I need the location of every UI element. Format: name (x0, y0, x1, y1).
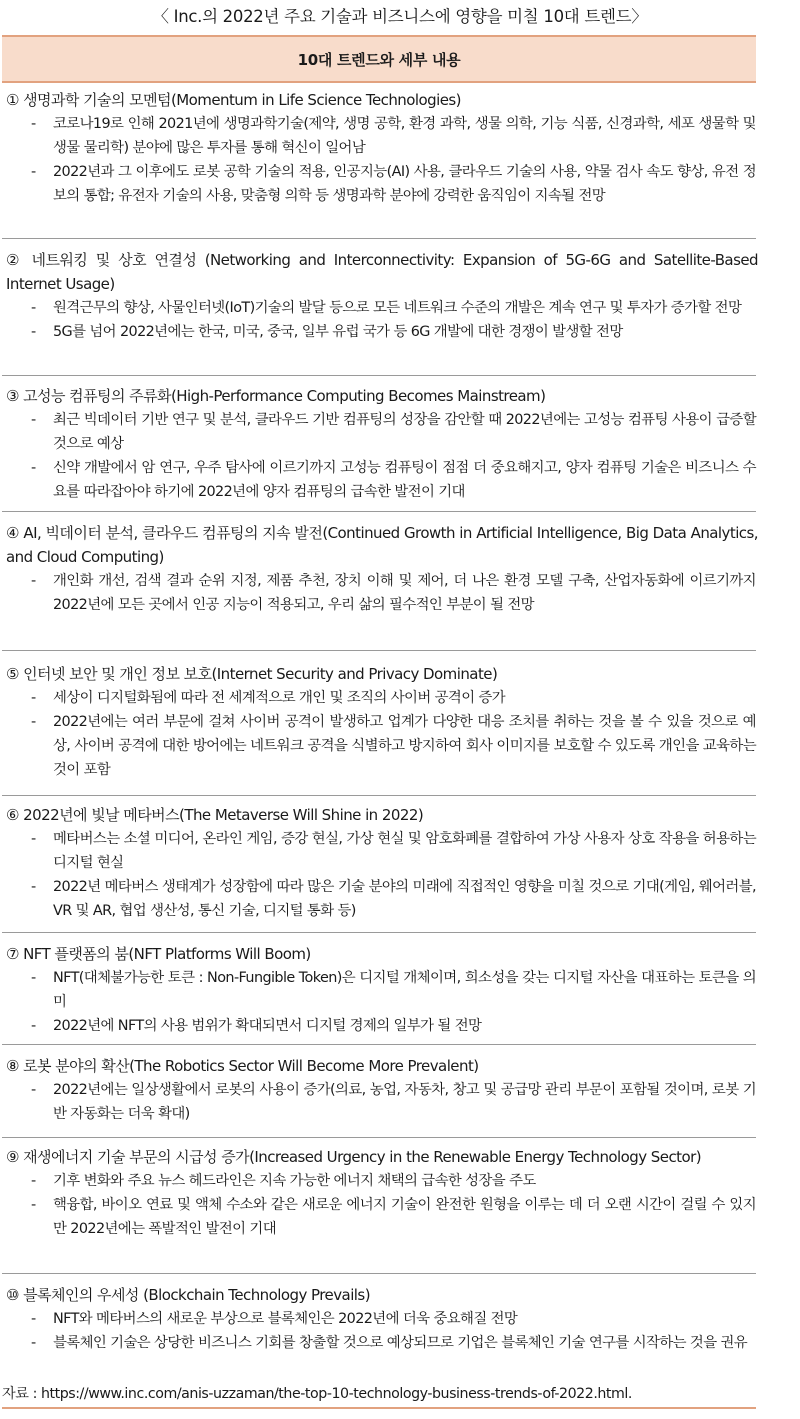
section-divider (2, 932, 756, 933)
table-header-label: 10대 트렌드와 세부 내용 (297, 50, 461, 69)
bullet-dash: - (31, 573, 36, 589)
trend-detail (6, 966, 758, 1014)
trend-detail-text: 코로나19로 인해 2021년에 생명과학기술(제약, 생명 공학, 환경 과학, 생물 의학, 기능 식품, 신경과학, 세포 생물학 및 생물 물리학) 분야에 많은 투자를 통해 혁신이 일어남 (53, 116, 756, 156)
bullet-dash: - (31, 1335, 36, 1351)
bullet-dash: - (31, 164, 36, 180)
trend-item-6 (6, 803, 758, 923)
section-divider (2, 511, 756, 512)
bullet-dash: - (31, 1197, 36, 1213)
trend-title: ② 네트워킹 및 상호 연결성 (Networking and Interconnectivity: Expansion of 5G-6G and Satellite-Based Internet Usage) (6, 251, 758, 293)
trend-item-5 (6, 662, 758, 782)
trend-detail-text: 핵융합, 바이오 연료 및 액체 수소와 같은 새로운 에너지 기술이 완전한 원형을 이루는 데 더 오랜 시간이 걸릴 수 있지만 2022년에는 폭발적인 발전이 기대 (53, 1197, 756, 1237)
trend-detail-text: 최근 빅데이터 기반 연구 및 분석, 클라우드 기반 컴퓨팅의 성장을 감안할 때 2022년에는 고성능 컴퓨팅 사용이 급증할 것으로 예상 (53, 412, 756, 452)
trend-detail (6, 710, 758, 782)
trend-detail (6, 686, 758, 710)
section-divider (2, 1044, 756, 1045)
trend-detail (6, 1193, 758, 1241)
trend-detail-text: 메타버스는 소셜 미디어, 온라인 게임, 증강 현실, 가상 현실 및 암호화폐를 결합하여 가상 사용자 상호 작용을 허용하는 디지털 현실 (53, 831, 756, 871)
trend-detail-text: 세상이 디지털화됨에 따라 전 세계적으로 개인 및 조직의 사이버 공격이 증가 (53, 690, 506, 706)
trend-detail (6, 296, 758, 320)
trend-item-10 (6, 1283, 758, 1355)
bullet-dash: - (31, 460, 36, 476)
source-citation: 자료 : https://www.inc.com/anis-uzzaman/the-top-10-technology-business-trends-of-2022.html. (2, 1386, 632, 1402)
section-divider (2, 650, 756, 651)
section-divider (2, 795, 756, 796)
trend-detail-text: 2022년에는 여러 부문에 걸쳐 사이버 공격이 발생하고 업계가 다양한 대응 조치를 취하는 것을 볼 수 있을 것으로 예상, 사이버 공격에 대한 방어에는 네트워크 공격을 식별하고 방지하여 회사 이미지를 보호할 수 있도록 개인을 교육하는 것이 포함 (53, 714, 756, 778)
trend-title: ③ 고성능 컴퓨팅의 주류화(High-Performance Computing Becomes Mainstream) (6, 387, 546, 405)
bullet-dash: - (31, 1082, 36, 1098)
trend-item-4 (6, 521, 758, 617)
trend-detail-text: NFT(대체불가능한 토큰 : Non-Fungible Token)은 디지털 개체이며, 희소성을 갖는 디지털 자산을 대표하는 토큰을 의미 (53, 970, 756, 1010)
trend-item-3 (6, 384, 758, 504)
trend-item-7 (6, 942, 758, 1038)
trend-detail (6, 1014, 758, 1038)
trend-detail-text: 2022년 메타버스 생태계가 성장함에 따라 많은 기술 분야의 미래에 직접적인 영향을 미칠 것으로 기대(게임, 웨어러블, VR 및 AR, 협업 생산성, 통신 기술, 디지털 통화 등) (53, 879, 756, 919)
trend-detail-text: 5G를 넘어 2022년에는 한국, 미국, 중국, 일부 유럽 국가 등 6G 개발에 대한 경쟁이 발생할 전망 (53, 324, 623, 340)
trend-detail (6, 1331, 758, 1355)
trend-detail-text: 2022년에는 일상생활에서 로봇의 사용이 증가(의료, 농업, 자동차, 창고 및 공급망 관리 부문이 포함될 것이며, 로봇 기반 자동화는 더욱 확대) (53, 1082, 756, 1122)
trend-title: ④ AI, 빅데이터 분석, 클라우드 컴퓨팅의 지속 발전(Continued Growth in Artificial Intelligence, Big Data Analytics, and Cloud Computing) (6, 524, 758, 566)
trend-title: ⑤ 인터넷 보안 및 개인 정보 보호(Internet Security and Privacy Dominate) (6, 665, 498, 683)
bullet-dash: - (31, 970, 36, 986)
trend-detail (6, 408, 758, 456)
bullet-dash: - (31, 116, 36, 132)
trend-detail (6, 112, 758, 160)
trend-item-2 (6, 248, 758, 344)
trend-detail (6, 827, 758, 875)
trend-detail-text: 2022년에 NFT의 사용 범위가 확대되면서 디지털 경제의 일부가 될 전망 (53, 1018, 482, 1034)
trend-detail-text: NFT와 메타버스의 새로운 부상으로 블록체인은 2022년에 더욱 중요해질 전망 (53, 1311, 518, 1327)
bullet-dash: - (31, 412, 36, 428)
trend-detail-text: 신약 개발에서 암 연구, 우주 탐사에 이르기까지 고성능 컴퓨팅이 점점 더 중요해지고, 양자 컴퓨팅 기술은 비즈니스 수요를 따라잡아야 하기에 2022년에 양자 컴퓨팅의 급속한 발전이 기대 (53, 460, 756, 500)
bullet-dash: - (31, 1311, 36, 1327)
table-header (2, 35, 756, 83)
trend-title: ⑩ 블록체인의 우세성 (Blockchain Technology Prevails) (6, 1286, 370, 1304)
bullet-dash: - (31, 879, 36, 895)
bullet-dash: - (31, 1018, 36, 1034)
trend-title: ⑨ 재생에너지 기술 부문의 시급성 증가(Increased Urgency in the Renewable Energy Technology Sector) (6, 1148, 702, 1166)
trend-detail-text: 기후 변화와 주요 뉴스 헤드라인은 지속 가능한 에너지 채택의 급속한 성장을 주도 (53, 1173, 536, 1189)
trend-detail (6, 875, 758, 923)
trend-detail (6, 1078, 758, 1126)
bullet-dash: - (31, 831, 36, 847)
trend-detail-text: 2022년과 그 이후에도 로봇 공학 기술의 적용, 인공지능(AI) 사용, 클라우드 기술의 사용, 약물 검사 속도 향상, 유전 정보의 통합; 유전자 기술의 사용, 맞춤형 의학 등 생명과학 분야에 강력한 움직임이 지속될 전망 (53, 164, 756, 204)
bullet-dash: - (31, 714, 36, 730)
trend-title: ⑦ NFT 플랫폼의 붐(NFT Platforms Will Boom) (6, 945, 311, 963)
bullet-dash: - (31, 1173, 36, 1189)
trend-item-8 (6, 1054, 758, 1126)
trend-item-1 (6, 88, 758, 208)
trend-title: ⑥ 2022년에 빛날 메타버스(The Metaverse Will Shine in 2022) (6, 806, 424, 824)
trend-item-9 (6, 1145, 758, 1241)
trend-detail (6, 569, 758, 617)
trend-title: ① 생명과학 기술의 모멘텀(Momentum in Life Science Technologies) (6, 91, 461, 109)
bottom-rule (2, 1407, 756, 1409)
bullet-dash: - (31, 690, 36, 706)
page-title: 〈 Inc.의 2022년 주요 기술과 비즈니스에 영향을 미칠 10대 트렌드〉 (152, 7, 648, 26)
section-divider (2, 238, 756, 239)
trend-detail (6, 160, 758, 208)
section-divider (2, 1273, 756, 1274)
trend-detail (6, 320, 758, 344)
trend-title: ⑧ 로봇 분야의 확산(The Robotics Sector Will Become More Prevalent) (6, 1057, 479, 1075)
section-divider (2, 375, 756, 376)
trend-detail (6, 1307, 758, 1331)
trend-detail-text: 개인화 개선, 검색 결과 순위 지정, 제품 추천, 장치 이해 및 제어, 더 나은 환경 모델 구축, 산업자동화에 이르기까지 2022년에 모든 곳에서 인공 지능이 적용되고, 우리 삶의 필수적인 부분이 될 전망 (53, 573, 756, 613)
trend-detail (6, 456, 758, 504)
trend-detail (6, 1169, 758, 1193)
bullet-dash: - (31, 324, 36, 340)
trend-detail-text: 블록체인 기술은 상당한 비즈니스 기회를 창출할 것으로 예상되므로 기업은 블록체인 기술 연구를 시작하는 것을 권유 (53, 1335, 748, 1351)
trend-detail-text: 원격근무의 향상, 사물인터넷(IoT)기술의 발달 등으로 모든 네트워크 수준의 개발은 계속 연구 및 투자가 증가할 전망 (53, 300, 742, 316)
section-divider (2, 1137, 756, 1138)
bullet-dash: - (31, 300, 36, 316)
